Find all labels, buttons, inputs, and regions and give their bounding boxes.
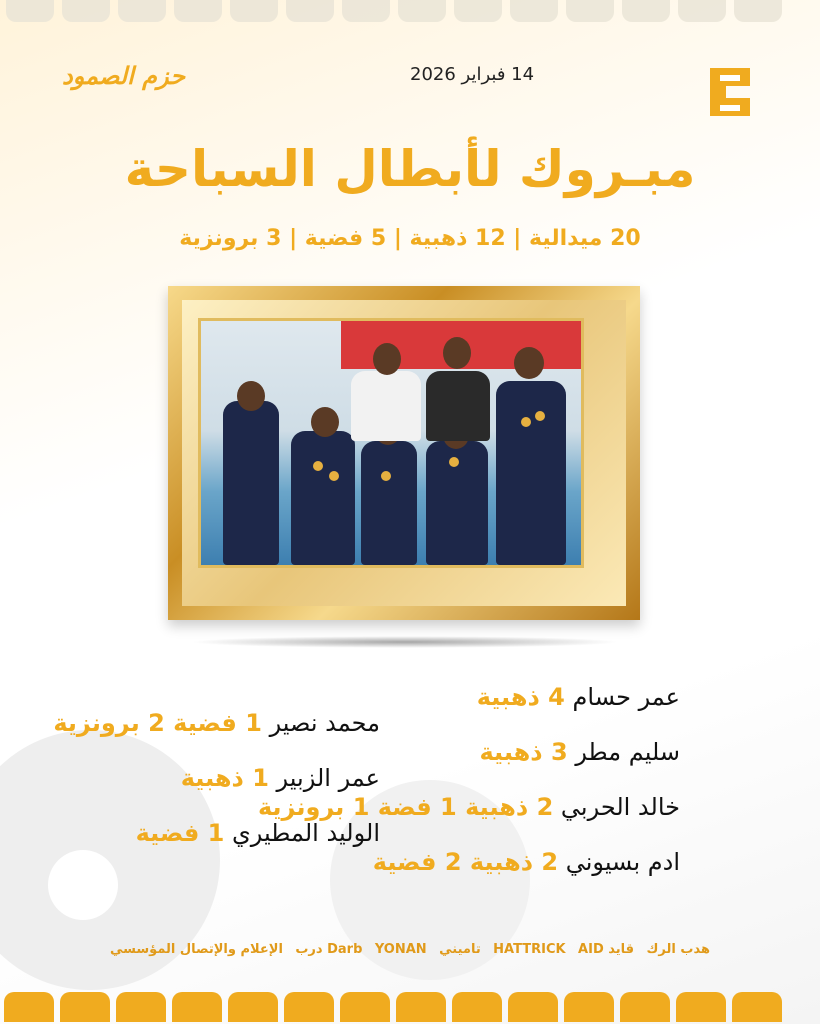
photo-head [311,407,339,437]
photo-head [443,337,471,369]
athlete-medals: 4 ذهبية [476,683,565,711]
result-row [60,806,380,861]
photo-person [351,371,421,441]
athlete-medals: 2 ذهبية 2 فضية [372,848,559,876]
sponsor-logo: تاميني [439,941,481,957]
sponsor-logo: Darb درب [295,941,363,957]
photo-head [373,343,401,375]
post-date: 14 فبراير 2026 [410,64,535,85]
athlete-name: ادم بسيوني [565,848,680,876]
brand-name: حزم الصمود [62,62,186,90]
photo-person [291,431,355,565]
sponsor-logo: YONAN [374,941,427,957]
athlete-medals: 1 فضية 2 برونزية [53,709,262,737]
medal-icon [535,411,545,421]
sponsor-strip [110,934,710,964]
photo-head [237,381,265,411]
sponsor-logo: الإعلام والإتصال المؤسسي [110,941,283,957]
athlete-medals: 1 ذهبية [180,764,269,792]
sponsor-logo: قايد AID [578,941,635,957]
athlete-name: محمد نصير [269,709,380,737]
athlete-name: سليم مطر [575,738,680,766]
athlete-name: الوليد المطيري [232,819,380,847]
bottom-pattern [0,992,820,1024]
medal-summary: 20 ميدالية | 12 ذهبية | 5 فضية | 3 برونزية [179,226,641,251]
athlete-name: عمر الزبير [276,764,380,792]
athlete-medals: 2 ذهبية 1 فضة 1 برونزية [257,793,554,821]
medal-icon [381,471,391,481]
top-pattern [0,0,820,26]
sponsor-logo: هدب الرك [646,941,710,957]
frame-shadow [190,636,620,648]
photo-person [496,381,566,565]
athlete-medals: 3 ذهبية [479,738,568,766]
result-row [60,751,380,806]
photo-frame [168,286,640,620]
athlete-name: خالد الحربي [560,793,680,821]
brand-logo-icon [706,62,754,122]
sponsor-logo: HATTRICK [493,941,566,957]
results-left [53,696,380,861]
medal-icon [521,417,531,427]
result-row [53,696,380,751]
athlete-name: عمر حسام [572,683,680,711]
photo-person [361,441,417,565]
medal-icon [329,471,339,481]
photo-person [426,371,490,441]
athlete-medals: 1 فضية [135,819,225,847]
team-photo [198,318,584,568]
photo-head [514,347,544,379]
medal-icon [313,461,323,471]
photo-person [223,401,279,565]
headline: مبـروك لأبطال السباحة [124,140,696,198]
medal-icon [449,457,459,467]
